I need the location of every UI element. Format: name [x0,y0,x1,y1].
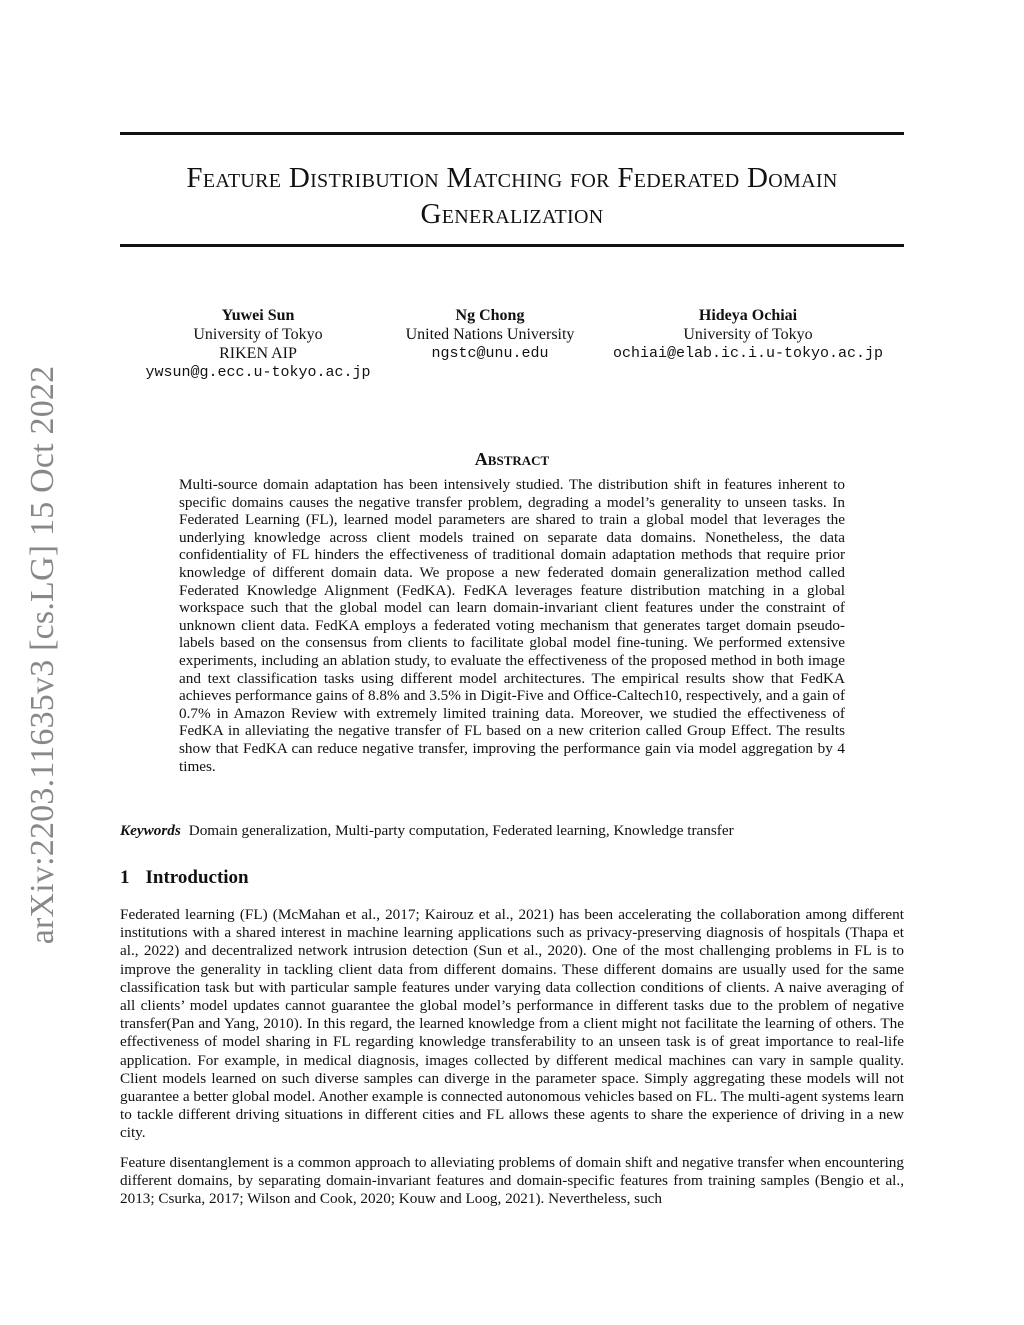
author-block [120,306,904,386]
author-email: ochiai@elab.ic.i.u-tokyo.ac.jp [612,345,884,362]
author-email: ywsun@g.ecc.u-tokyo.ac.jp [145,364,371,381]
author-2 [382,306,598,363]
author-1 [120,306,396,382]
section-title: Introduction [145,867,249,888]
keywords-text: Domain generalization, Multi-party computation, Federated learning, Knowledge transfer [188,822,734,839]
author-name: Hideya Ochiai [698,307,798,324]
keywords-label: Keywords [120,822,181,839]
author-affiliation: University of Tokyo [683,326,813,343]
author-3 [600,306,896,363]
section-heading [120,867,249,889]
section-number: 1 [120,867,130,888]
author-affiliation: RIKEN AIP [219,345,297,362]
paper-title: Feature Distribution Matching for Federated Domain Generalization [186,162,838,230]
body-paragraph: Federated learning (FL) (McMahan et al., 2017; Kairouz et al., 2021) has been accelerating the collaboration among different institutions with a shared interest in machine learning applications such as privacy-preserving diagnosis of hospitals (Thapa et al., 2022) and decentralized network intrusion detection (Sun et al., 2020). One of the most challenging problems in FL is to improve the generality in tackling client data from different domains. These different domains are usually used for the same classification task but with particular sample features under varying data collection conditions of clients. A naive averaging of all clients’ model updates cannot guarantee the global model’s performance in different tasks due to the problem of negative transfer(Pan and Yang, 2010). In this regard, the learned knowledge from a client might not facilitate the learning of others. The effectiveness of model sharing in FL regarding knowledge transferability to an unseen task is of great importance to real-life application. For example, in medical diagnosis, images collected by different medical machines can vary in sample quality. Client models learned on such diverse samples can diverge in the parameter space. Simply aggregating these models will not guarantee a better global model. Another example is connected autonomous vehicles based on FL. The multi-agent systems learn to tackle different driving situations in different cities and FL allows these agents to share the experience of driving in a new city. [120,906,904,1142]
arxiv-identifier: arXiv:2203.11635v3 [cs.LG] 15 Oct 2022 [24,365,61,945]
abstract-text: Multi-source domain adaptation has been intensively studied. The distribution shift in features inherent to specific domains causes the negative transfer problem, degrading a model’s generality to unseen tasks. In Federated Learning (FL), learned model parameters are shared to train a global model that leverages the underlying knowledge across client models trained on separate data domains. Nonetheless, the data confidentiality of FL hinders the effectiveness of traditional domain adaptation methods that require prior knowledge of different domain data. We propose a new federated domain generalization method called Federated Knowledge Alignment (FedKA). FedKA leverages feature distribution matching in a global workspace such that the global model can learn domain-invariant client features under the constraint of unknown client data. FedKA employs a federated voting mechanism that generates target domain pseudo-labels based on the consensus from clients to facilitate global model fine-tuning. We performed extensive experiments, including an ablation study, to evaluate the effectiveness of the proposed method in both image and text classification tasks using different model architectures. The empirical results show that FedKA achieves performance gains of 8.8% and 3.5% in Digit-Five and Office-Caltech10, respectively, and a gain of 0.7% in Amazon Review with extremely limited training data. Moreover, we studied the effectiveness of FedKA in alleviating the negative transfer of FL based on a new criterion called Group Effect. The results show that FedKA can reduce negative transfer, improving the performance gain via model aggregation by 4 times. [179,476,845,775]
abstract-heading: Abstract [474,449,550,469]
title-rule-top [120,132,904,135]
author-name: Ng Chong [455,307,525,324]
author-email: ngstc@unu.edu [431,345,549,362]
body-paragraph: Feature disentanglement is a common approach to alleviating problems of domain shift and negative transfer when encountering different domains, by separating domain-invariant features and domain-specific features from training samples (Bengio et al., 2013; Csurka, 2017; Wilson and Cook, 2020; Kouw and Loog, 2021). Nevertheless, such [120,1154,904,1208]
author-name: Yuwei Sun [221,307,295,324]
keywords-line [120,822,904,840]
author-affiliation: United Nations University [405,326,575,343]
title-rule-bottom [120,244,904,247]
author-affiliation: University of Tokyo [193,326,323,343]
